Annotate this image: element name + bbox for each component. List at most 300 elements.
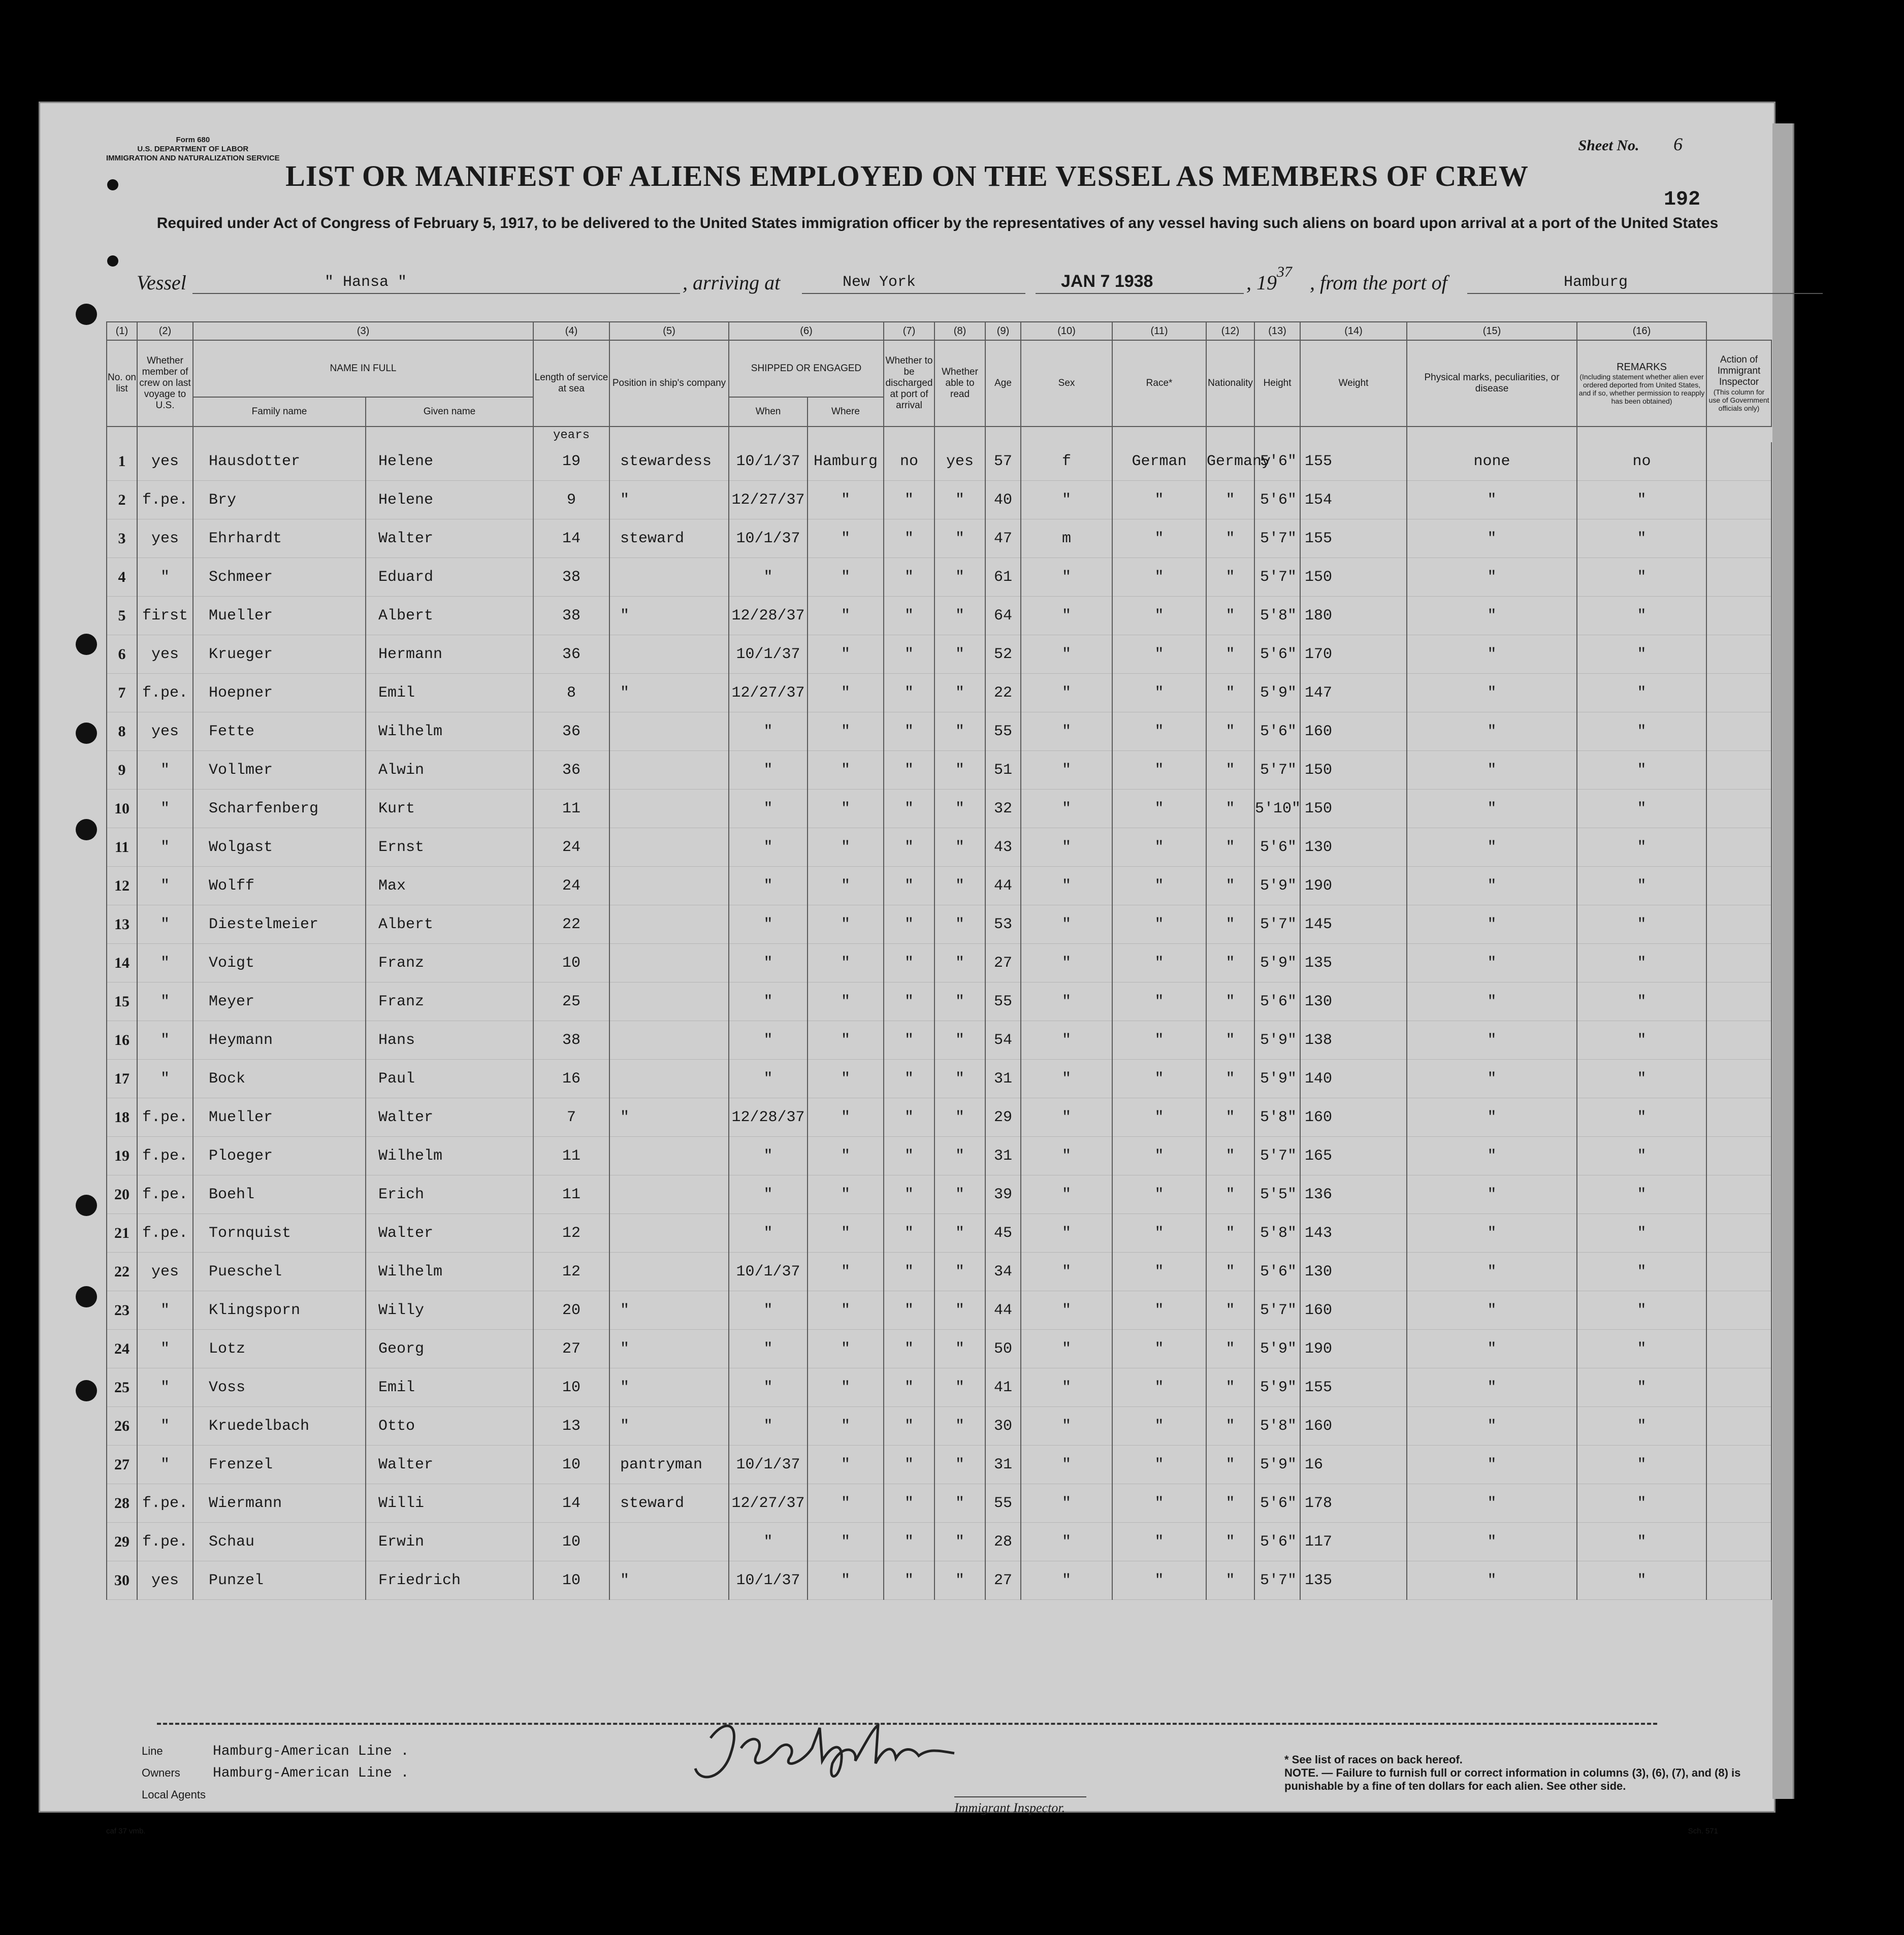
weight: 138	[1300, 1021, 1407, 1060]
weight: 178	[1300, 1484, 1407, 1523]
header-member: Whether member of crew on last voyage to U.S.	[137, 340, 193, 427]
weight: 16	[1300, 1446, 1407, 1484]
position: "	[609, 1407, 729, 1446]
table-row	[107, 1561, 1771, 1600]
service-length: 20	[533, 1291, 609, 1330]
row-number: 9	[107, 751, 137, 790]
sex: "	[1021, 1060, 1112, 1098]
service-length: 11	[533, 790, 609, 828]
family-name: Diestelmeier	[193, 905, 366, 944]
weight: 130	[1300, 982, 1407, 1021]
physical-marks: "	[1407, 1137, 1577, 1175]
member-last-voyage: "	[137, 1368, 193, 1407]
shipped-where: "	[808, 1253, 884, 1291]
discharged: "	[884, 635, 934, 674]
height: 5'9"	[1254, 944, 1300, 982]
able-to-read: "	[934, 828, 985, 867]
able-to-read: "	[934, 1446, 985, 1484]
given-name: Alwin	[366, 751, 533, 790]
given-name: Helene	[366, 481, 533, 519]
given-name: Wilhelm	[366, 1253, 533, 1291]
header-nationality: Nationality	[1206, 340, 1254, 427]
shipped-where: "	[808, 1291, 884, 1330]
member-last-voyage: yes	[137, 1253, 193, 1291]
row-number: 18	[107, 1098, 137, 1137]
sex: "	[1021, 1021, 1112, 1060]
table-row	[107, 442, 1771, 481]
sex: "	[1021, 1175, 1112, 1214]
physical-marks: "	[1407, 982, 1577, 1021]
member-last-voyage: "	[137, 982, 193, 1021]
member-last-voyage: yes	[137, 1561, 193, 1600]
sex: "	[1021, 1330, 1112, 1368]
given-name: Franz	[366, 944, 533, 982]
header-age: Age	[985, 340, 1021, 427]
physical-marks: "	[1407, 1175, 1577, 1214]
remarks: "	[1577, 1060, 1706, 1098]
service-length: 10	[533, 944, 609, 982]
age: 30	[985, 1407, 1021, 1446]
member-last-voyage: "	[137, 1291, 193, 1330]
sex: "	[1021, 674, 1112, 712]
family-name: Kruedelbach	[193, 1407, 366, 1446]
given-name: Kurt	[366, 790, 533, 828]
weight: 165	[1300, 1137, 1407, 1175]
discharged: "	[884, 1523, 934, 1561]
nationality: "	[1206, 905, 1254, 944]
owners-field: Owners Hamburg-American Line .	[142, 1765, 409, 1781]
shipped-where: "	[808, 828, 884, 867]
service-length: 12	[533, 1253, 609, 1291]
member-last-voyage: f.pe.	[137, 1484, 193, 1523]
member-last-voyage: yes	[137, 712, 193, 751]
member-last-voyage: "	[137, 751, 193, 790]
vessel-line	[137, 264, 1744, 301]
nationality: "	[1206, 1021, 1254, 1060]
sex: "	[1021, 828, 1112, 867]
discharged: "	[884, 905, 934, 944]
row-number: 13	[107, 905, 137, 944]
remarks: "	[1577, 751, 1706, 790]
family-name: Wolgast	[193, 828, 366, 867]
given-name: Albert	[366, 597, 533, 635]
race: "	[1112, 905, 1206, 944]
inspector-action	[1706, 982, 1771, 1021]
shipped-where: "	[808, 1060, 884, 1098]
sex: "	[1021, 1098, 1112, 1137]
serial-number: 192	[1663, 188, 1700, 211]
nationality: "	[1206, 1407, 1254, 1446]
service-length: 9	[533, 481, 609, 519]
sex: "	[1021, 1291, 1112, 1330]
header-when: When	[729, 397, 808, 427]
race: "	[1112, 674, 1206, 712]
weight: 160	[1300, 1291, 1407, 1330]
table-row	[107, 1137, 1771, 1175]
inspector-action	[1706, 1407, 1771, 1446]
weight: 150	[1300, 790, 1407, 828]
height: 5'8"	[1254, 597, 1300, 635]
table-row	[107, 1214, 1771, 1253]
header-shipped: SHIPPED OR ENGAGED	[729, 340, 884, 397]
shipped-when: "	[729, 1368, 808, 1407]
given-name: Franz	[366, 982, 533, 1021]
shipped-when: "	[729, 905, 808, 944]
remarks: "	[1577, 481, 1706, 519]
able-to-read: "	[934, 635, 985, 674]
remarks: "	[1577, 1137, 1706, 1175]
sex: "	[1021, 1214, 1112, 1253]
inspector-action	[1706, 1098, 1771, 1137]
year-suffix: 37	[1277, 264, 1292, 280]
height: 5'9"	[1254, 1446, 1300, 1484]
table-row	[107, 674, 1771, 712]
shipped-where: "	[808, 1561, 884, 1600]
inspector-action	[1706, 481, 1771, 519]
able-to-read: "	[934, 1407, 985, 1446]
header-remarks: REMARKS (Including statement whether alien ever ordered deported from United States, and if so, whether permission to reapply has been obtained)	[1577, 340, 1706, 427]
given-name: Helene	[366, 442, 533, 481]
sex: "	[1021, 867, 1112, 905]
physical-marks: "	[1407, 558, 1577, 597]
given-name: Hans	[366, 1021, 533, 1060]
physical-marks: "	[1407, 1330, 1577, 1368]
member-last-voyage: "	[137, 944, 193, 982]
member-last-voyage: "	[137, 790, 193, 828]
service-length: 7	[533, 1098, 609, 1137]
page-edge	[1772, 123, 1794, 1799]
position: "	[609, 597, 729, 635]
row-number: 19	[107, 1137, 137, 1175]
punch-hole	[76, 634, 97, 655]
row-number: 3	[107, 519, 137, 558]
penalty-note: NOTE. — Failure to furnish full or correct information in columns (3), (6), (7), and (8) is punishable by a fine of ten dollars for each alien. See other side.	[1284, 1766, 1741, 1792]
weight: 135	[1300, 1561, 1407, 1600]
physical-marks: "	[1407, 597, 1577, 635]
age: 57	[985, 442, 1021, 481]
discharged: "	[884, 1484, 934, 1523]
family-name: Meyer	[193, 982, 366, 1021]
member-last-voyage: first	[137, 597, 193, 635]
discharged: "	[884, 1175, 934, 1214]
physical-marks: "	[1407, 1523, 1577, 1561]
inspector-action	[1706, 519, 1771, 558]
discharged: "	[884, 597, 934, 635]
remarks: "	[1577, 1291, 1706, 1330]
table-row	[107, 1021, 1771, 1060]
agents-field: Local Agents	[142, 1788, 206, 1801]
page-title: LIST OR MANIFEST OF ALIENS EMPLOYED ON THE VESSEL AS MEMBERS OF CREW	[285, 159, 1529, 192]
shipped-where: "	[808, 1446, 884, 1484]
table-row	[107, 1484, 1771, 1523]
shipped-when: 10/1/37	[729, 442, 808, 481]
race: "	[1112, 1523, 1206, 1561]
physical-marks: "	[1407, 1484, 1577, 1523]
remarks: "	[1577, 1175, 1706, 1214]
able-to-read: "	[934, 1253, 985, 1291]
years-unit: years	[533, 427, 609, 442]
position	[609, 558, 729, 597]
race: "	[1112, 1330, 1206, 1368]
row-number: 22	[107, 1253, 137, 1291]
shipped-when: "	[729, 1021, 808, 1060]
physical-marks: "	[1407, 751, 1577, 790]
height: 5'9"	[1254, 1330, 1300, 1368]
height: 5'8"	[1254, 1098, 1300, 1137]
shipped-when: "	[729, 944, 808, 982]
header-discharged: Whether to be discharged at port of arrival	[884, 340, 934, 427]
punch-hole	[76, 1380, 97, 1401]
discharged: "	[884, 558, 934, 597]
family-name: Scharfenberg	[193, 790, 366, 828]
able-to-read: "	[934, 1484, 985, 1523]
nationality: "	[1206, 1291, 1254, 1330]
shipped-when: "	[729, 1060, 808, 1098]
column-numbers: (1) (2) (3) (4) (5) (6) (7) (8) (9) (10) (11) (12) (13) (14) (15) (16)	[107, 322, 1771, 340]
race: "	[1112, 1407, 1206, 1446]
nationality: "	[1206, 674, 1254, 712]
shipped-when: "	[729, 1175, 808, 1214]
position: "	[609, 674, 729, 712]
service-length: 11	[533, 1137, 609, 1175]
age: 44	[985, 1291, 1021, 1330]
physical-marks: "	[1407, 944, 1577, 982]
row-number: 6	[107, 635, 137, 674]
given-name: Walter	[366, 1214, 533, 1253]
year-prefix: , 19	[1246, 271, 1277, 294]
service-length: 36	[533, 712, 609, 751]
age: 53	[985, 905, 1021, 944]
remarks: "	[1577, 1523, 1706, 1561]
physical-marks: "	[1407, 828, 1577, 867]
service-length: 10	[533, 1446, 609, 1484]
discharged: "	[884, 674, 934, 712]
remarks: "	[1577, 1368, 1706, 1407]
service-length: 11	[533, 1175, 609, 1214]
inspector-action	[1706, 944, 1771, 982]
remarks: "	[1577, 1330, 1706, 1368]
remarks: "	[1577, 519, 1706, 558]
shipped-where: "	[808, 1407, 884, 1446]
header-read: Whether able to read	[934, 340, 985, 427]
header-given-name: Given name	[366, 397, 533, 427]
nationality: "	[1206, 597, 1254, 635]
position	[609, 1060, 729, 1098]
height: 5'6"	[1254, 481, 1300, 519]
header-physical: Physical marks, peculiarities, or disease	[1407, 340, 1577, 427]
family-name: Boehl	[193, 1175, 366, 1214]
physical-marks: "	[1407, 905, 1577, 944]
sheet-number-value: 6	[1673, 134, 1683, 154]
table-row	[107, 597, 1771, 635]
given-name: Walter	[366, 519, 533, 558]
sex: m	[1021, 519, 1112, 558]
nationality: "	[1206, 1060, 1254, 1098]
height: 5'9"	[1254, 867, 1300, 905]
race: "	[1112, 982, 1206, 1021]
header-family-name: Family name	[193, 397, 366, 427]
physical-marks: "	[1407, 867, 1577, 905]
able-to-read: "	[934, 1098, 985, 1137]
service-length: 22	[533, 905, 609, 944]
race: "	[1112, 1484, 1206, 1523]
shipped-where: "	[808, 867, 884, 905]
nationality: "	[1206, 519, 1254, 558]
inspector-action	[1706, 1561, 1771, 1600]
member-last-voyage: f.pe.	[137, 481, 193, 519]
sex: "	[1021, 1253, 1112, 1291]
from-port-label: , from the port of	[1310, 271, 1447, 294]
inspector-action	[1706, 1446, 1771, 1484]
inspector-action	[1706, 674, 1771, 712]
able-to-read: "	[934, 1021, 985, 1060]
sex: "	[1021, 558, 1112, 597]
inspector-action	[1706, 751, 1771, 790]
remarks: "	[1577, 1253, 1706, 1291]
weight: 130	[1300, 828, 1407, 867]
table-row	[107, 1060, 1771, 1098]
age: 28	[985, 1523, 1021, 1561]
remarks: "	[1577, 1214, 1706, 1253]
row-number: 2	[107, 481, 137, 519]
age: 31	[985, 1060, 1021, 1098]
race: "	[1112, 828, 1206, 867]
sex: "	[1021, 712, 1112, 751]
height: 5'6"	[1254, 442, 1300, 481]
nationality: "	[1206, 1137, 1254, 1175]
nationality: "	[1206, 558, 1254, 597]
sex: "	[1021, 1137, 1112, 1175]
discharged: "	[884, 1407, 934, 1446]
table-row	[107, 481, 1771, 519]
punch-hole	[76, 723, 97, 744]
shipped-when: "	[729, 828, 808, 867]
remarks: "	[1577, 867, 1706, 905]
remarks: "	[1577, 905, 1706, 944]
row-number: 5	[107, 597, 137, 635]
service-length: 19	[533, 442, 609, 481]
service-length: 36	[533, 635, 609, 674]
physical-marks: "	[1407, 519, 1577, 558]
able-to-read: "	[934, 674, 985, 712]
family-name: Mueller	[193, 597, 366, 635]
given-name: Walter	[366, 1098, 533, 1137]
nationality: "	[1206, 1253, 1254, 1291]
race: "	[1112, 1214, 1206, 1253]
remarks: "	[1577, 635, 1706, 674]
shipped-when: "	[729, 790, 808, 828]
row-number: 25	[107, 1368, 137, 1407]
remarks: "	[1577, 828, 1706, 867]
family-name: Heymann	[193, 1021, 366, 1060]
table-row	[107, 519, 1771, 558]
race: "	[1112, 519, 1206, 558]
race: "	[1112, 1021, 1206, 1060]
family-name: Vollmer	[193, 751, 366, 790]
physical-marks: "	[1407, 1060, 1577, 1098]
shipped-when: 10/1/37	[729, 1561, 808, 1600]
header-weight: Weight	[1300, 340, 1407, 427]
family-name: Ehrhardt	[193, 519, 366, 558]
line-field: Line Hamburg-American Line .	[142, 1744, 409, 1759]
inspector-action	[1706, 1021, 1771, 1060]
height: 5'7"	[1254, 1291, 1300, 1330]
member-last-voyage: "	[137, 1021, 193, 1060]
shipped-where: Hamburg	[808, 442, 884, 481]
sex: "	[1021, 1523, 1112, 1561]
row-number: 29	[107, 1523, 137, 1561]
given-name: Friedrich	[366, 1561, 533, 1600]
height: 5'9"	[1254, 674, 1300, 712]
nationality: "	[1206, 828, 1254, 867]
age: 27	[985, 1561, 1021, 1600]
able-to-read: "	[934, 712, 985, 751]
member-last-voyage: f.pe.	[137, 1098, 193, 1137]
department-name: U.S. DEPARTMENT OF LABOR	[137, 145, 249, 153]
member-last-voyage: "	[137, 828, 193, 867]
remarks: "	[1577, 790, 1706, 828]
height: 5'6"	[1254, 982, 1300, 1021]
physical-marks: "	[1407, 1021, 1577, 1060]
races-note: * See list of races on back hereof.	[1284, 1753, 1463, 1766]
member-last-voyage: yes	[137, 635, 193, 674]
line-value: Hamburg-American Line .	[213, 1744, 409, 1759]
position	[609, 1523, 729, 1561]
physical-marks: "	[1407, 635, 1577, 674]
inspector-action	[1706, 712, 1771, 751]
able-to-read: "	[934, 1523, 985, 1561]
position	[609, 1214, 729, 1253]
table-row	[107, 982, 1771, 1021]
sex: "	[1021, 982, 1112, 1021]
inspector-action	[1706, 1368, 1771, 1407]
shipped-when: "	[729, 982, 808, 1021]
inspector-action	[1706, 1253, 1771, 1291]
age: 61	[985, 558, 1021, 597]
shipped-when: 12/28/37	[729, 1098, 808, 1137]
vessel-name: " Hansa "	[325, 274, 407, 291]
shipped-when: 12/27/37	[729, 1484, 808, 1523]
nationality: "	[1206, 635, 1254, 674]
shipped-where: "	[808, 905, 884, 944]
sex: "	[1021, 1446, 1112, 1484]
service-length: 14	[533, 1484, 609, 1523]
shipped-when: 12/27/37	[729, 481, 808, 519]
inspector-action	[1706, 1523, 1771, 1561]
race: "	[1112, 751, 1206, 790]
family-name: Wiermann	[193, 1484, 366, 1523]
schedule-number: Sch. 571	[1688, 1827, 1718, 1835]
vessel-label: Vessel	[137, 271, 186, 294]
family-name: Hoepner	[193, 674, 366, 712]
able-to-read: "	[934, 1561, 985, 1600]
nationality: "	[1206, 982, 1254, 1021]
sex: "	[1021, 1484, 1112, 1523]
family-name: Schau	[193, 1523, 366, 1561]
height: 5'6"	[1254, 1523, 1300, 1561]
remarks: "	[1577, 944, 1706, 982]
discharged: "	[884, 1291, 934, 1330]
arrival-port: New York	[843, 274, 916, 291]
shipped-when: 12/28/37	[729, 597, 808, 635]
remarks: "	[1577, 558, 1706, 597]
given-name: Albert	[366, 905, 533, 944]
able-to-read: "	[934, 905, 985, 944]
row-number: 30	[107, 1561, 137, 1600]
table-row	[107, 790, 1771, 828]
inspector-signature	[680, 1708, 995, 1789]
height: 5'7"	[1254, 519, 1300, 558]
